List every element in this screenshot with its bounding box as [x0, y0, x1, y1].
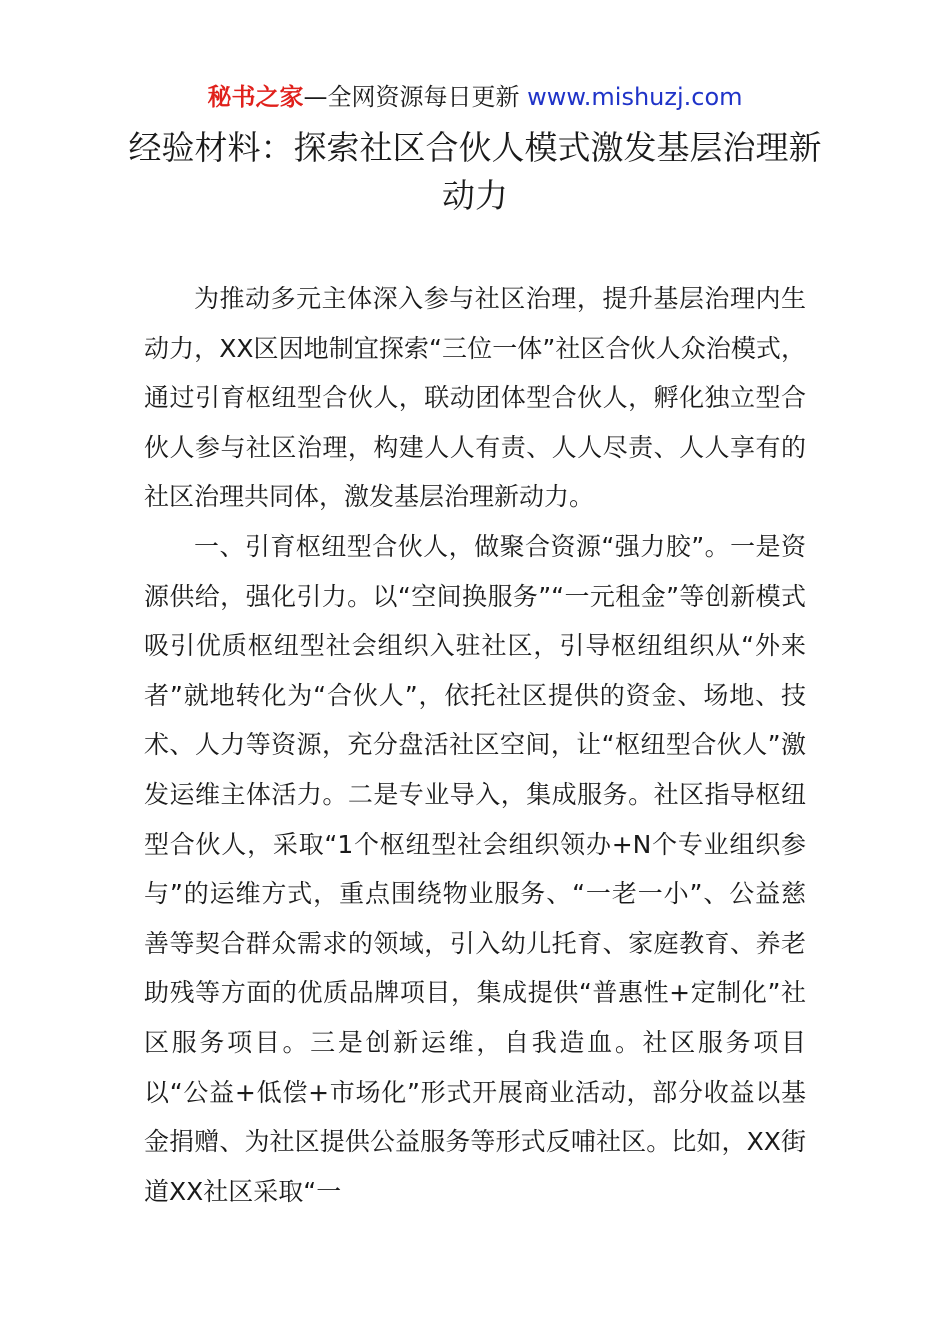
site-url-link[interactable]: www.mishuzj.com	[527, 83, 743, 111]
site-header	[0, 80, 950, 114]
site-tagline: —全网资源每日更新	[303, 83, 520, 111]
document-body	[144, 274, 806, 1216]
paragraph-section-one: 一、引育枢纽型合伙人，做聚合资源“强力胶”。一是资源供给，强化引力。以“空间换服务”“一元租金”等创新模式吸引优质枢纽型社会组织入驻社区，引导枢纽组织从“外来者”就地转化为“合伙人”，依托社区提供的资金、场地、技术、人力等资源，充分盘活社区空间，让“枢纽型合伙人”激发运维主体活力。二是专业导入，集成服务。社区指导枢纽型合伙人，采取“1个枢纽型社会组织领办+N个专业组织参与”的运维方式，重点围绕物业服务、“一老一小”、公益慈善等契合群众需求的领域，引入幼儿托育、家庭教育、养老助残等方面的优质品牌项目，集成提供“普惠性+定制化”社区服务项目。三是创新运维，自我造血。社区服务项目以“公益+低偿+市场化”形式开展商业活动，部分收益以基金捐赠、为社区提供公益服务等形式反哺社区。比如，XX街道XX社区采取“一	[144, 531, 806, 1206]
site-brand: 秘书之家	[207, 83, 304, 111]
paragraph-intro: 为推动多元主体深入参与社区治理，提升基层治理内生动力，XX区因地制宜探索“三位一体”社区合伙人众治模式，通过引育枢纽型合伙人，联动团体型合伙人，孵化独立型合伙人参与社区治理，构建人人有责、人人尽责、人人享有的社区治理共同体，激发基层治理新动力。	[144, 284, 806, 512]
document-title: 经验材料：探索社区合伙人模式激发基层治理新动力	[128, 128, 822, 215]
